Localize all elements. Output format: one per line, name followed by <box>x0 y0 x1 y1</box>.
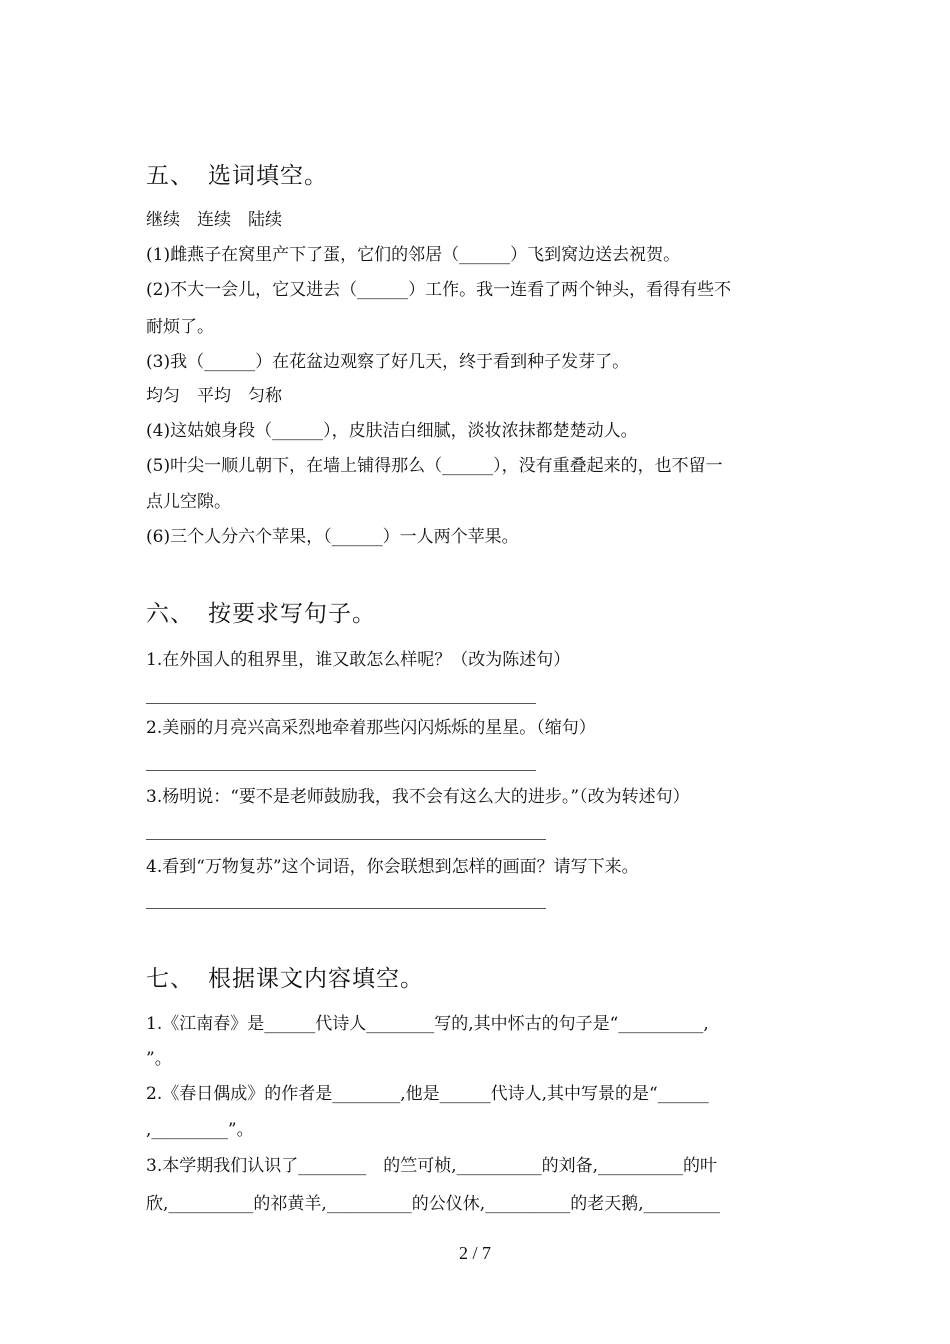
question-6-2: 2.美丽的月亮兴高采烈地牵着那些闪闪烁烁的星星。（缩句） <box>146 718 596 738</box>
question-6-3: 3.杨明说：“要不是老师鼓励我，我不会有这么大的进步。”（改为转述句） <box>146 787 690 807</box>
question-5-1: (1)雌燕子在窝里产下了蛋，它们的邻居（______）飞到窝边送去祝贺。 <box>146 245 681 265</box>
section-5-number: 五、 <box>146 163 194 189</box>
question-7-3b: 欣,__________的祁黄羊,__________的公仪休,__________的老天鹅,_________ <box>146 1194 721 1214</box>
question-5-6: (6)三个人分六个苹果，（______）一人两个苹果。 <box>146 527 519 547</box>
question-5-2a: (2)不大一会儿，它又进去（______）工作。我一连看了两个钟头，看得有些不 <box>146 280 732 300</box>
question-5-2b: 耐烦了。 <box>146 317 214 337</box>
section-6-number: 六、 <box>146 601 194 627</box>
question-7-3a: 3.本学期我们认识了________ 的竺可桢,__________的刘备,__________的叶 <box>146 1156 718 1176</box>
section-6-title <box>146 595 376 628</box>
section-5-heading: 选词填空。 <box>208 163 328 189</box>
question-5-5a: (5)叶尖一顺儿朝下，在墙上铺得那么（______），没有重叠起来的，也不留一 <box>146 456 723 476</box>
answer-line-6-3[interactable] <box>146 839 546 840</box>
question-5-4: (4)这姑娘身段（______），皮肤洁白细腻，淡妆浓抹都楚楚动人。 <box>146 421 638 441</box>
page-number: 2 / 7 <box>458 1243 491 1263</box>
section-5-title <box>146 157 328 190</box>
word-group-2: 均匀 平均 匀称 <box>146 386 282 406</box>
section-7-title <box>146 960 424 993</box>
answer-line-6-2[interactable] <box>146 770 536 771</box>
question-7-2b: ,_________”。 <box>146 1120 254 1140</box>
section-7-number: 七、 <box>146 966 194 992</box>
question-6-1: 1.在外国人的租界里，谁又敢怎么样呢？（改为陈述句） <box>146 650 571 670</box>
question-7-2a: 2.《春日偶成》的作者是________,他是______代诗人,其中写景的是“______ <box>146 1084 709 1104</box>
answer-line-6-1[interactable] <box>146 703 536 704</box>
word-group-1: 继续 连续 陆续 <box>146 210 282 230</box>
section-7-heading: 根据课文内容填空。 <box>208 966 424 992</box>
question-6-4: 4.看到“万物复苏”这个词语，你会联想到怎样的画面？请写下来。 <box>146 857 639 877</box>
answer-line-6-4[interactable] <box>146 908 546 909</box>
question-7-1a: 1.《江南春》是______代诗人________写的,其中怀古的句子是“__________, <box>146 1014 709 1034</box>
section-6-heading: 按要求写句子。 <box>208 601 376 627</box>
question-5-3: (3)我（______）在花盆边观察了好几天，终于看到种子发芽了。 <box>146 352 630 372</box>
question-5-5b: 点儿空隙。 <box>146 492 231 512</box>
question-7-1b: ”。 <box>146 1049 172 1069</box>
